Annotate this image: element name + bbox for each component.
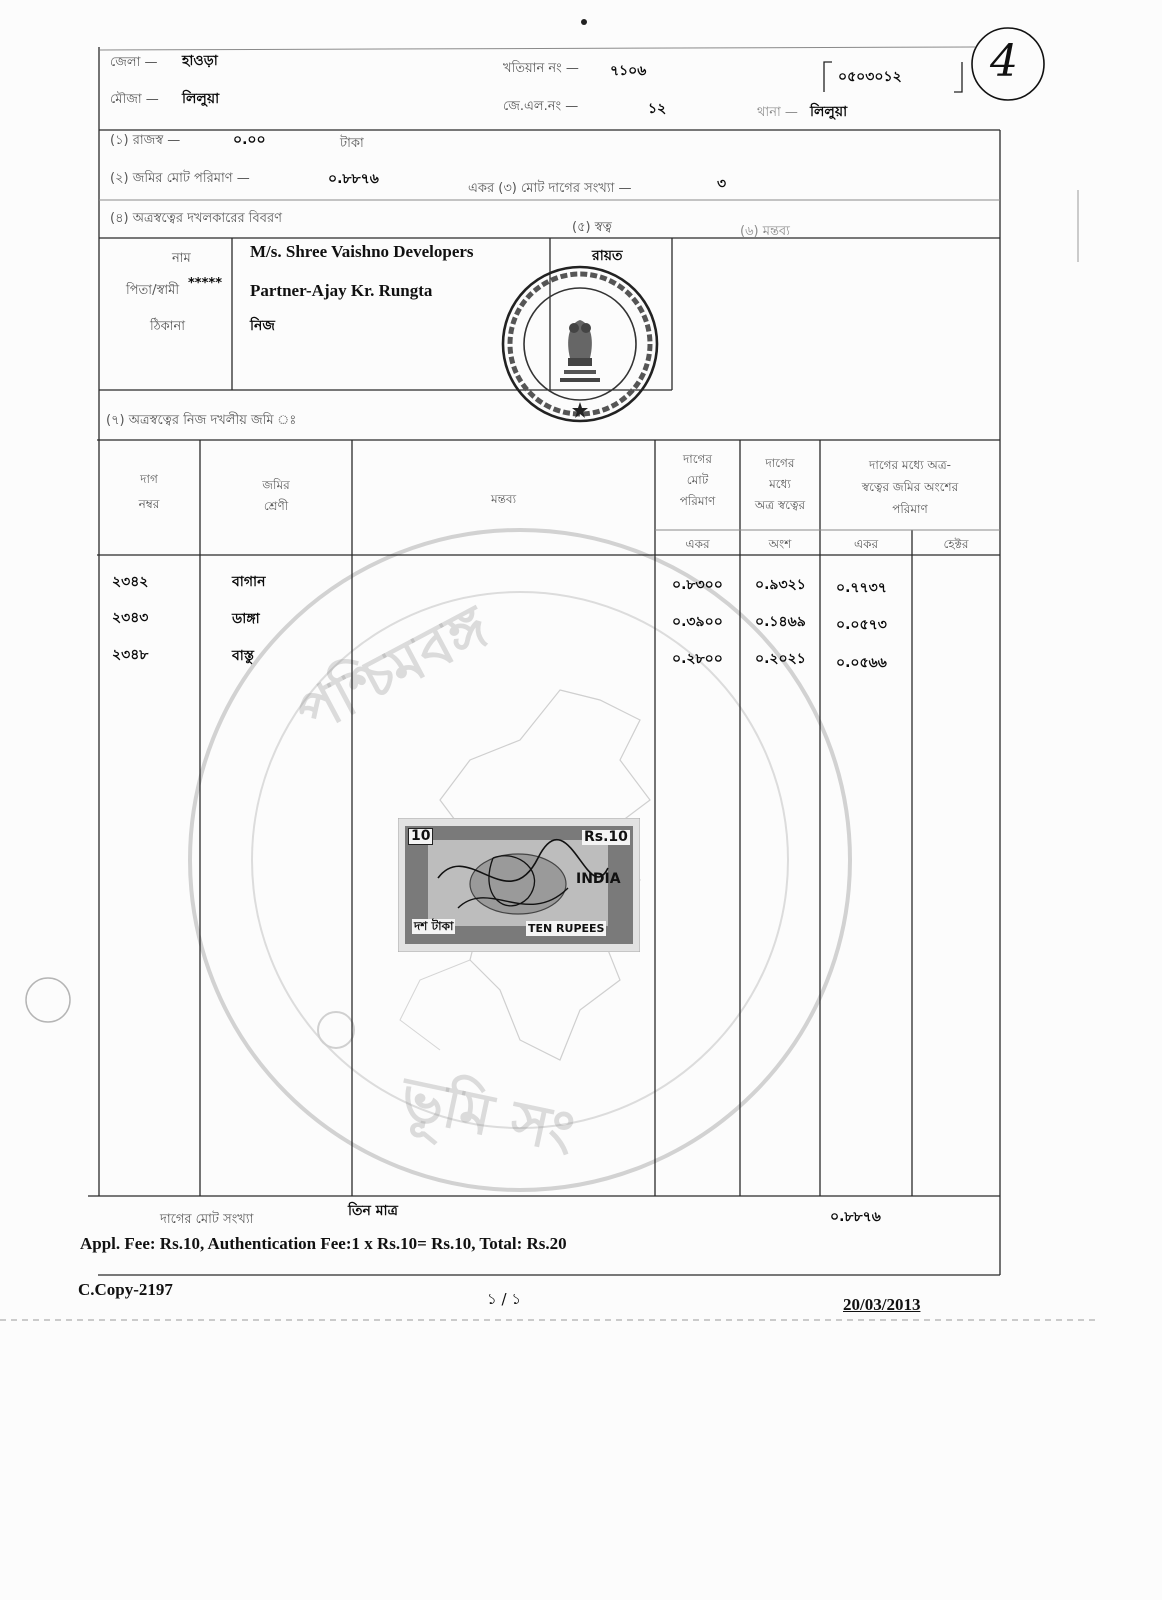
- table-row-share: ০.৯৩২১: [755, 577, 806, 593]
- khatian-value: ৭১০৬: [610, 63, 647, 79]
- district-label: জেলা —: [110, 55, 158, 70]
- code-box: ০৫০৩০১২: [838, 69, 902, 85]
- area-label: (২) জমির মোট পরিমাণ —: [110, 171, 250, 186]
- col-share-area-hectare: হেক্টর: [943, 537, 969, 551]
- table-row-plot: ২৩৪৩: [112, 610, 149, 626]
- background-seal-top-text: পশ্চিমবঙ্গ: [286, 591, 499, 749]
- stamp-country: INDIA: [576, 871, 621, 887]
- col-share-area-acre: একর: [853, 537, 879, 551]
- date: 20/03/2013: [843, 1295, 921, 1314]
- table-row-plot: ২৩৪৮: [112, 647, 149, 663]
- khatian-label: খতিয়ান নং —: [503, 61, 579, 76]
- owner-address: নিজ: [250, 318, 275, 334]
- mouza-label: মৌজা —: [110, 92, 159, 107]
- footer-total-acre: ০.৮৮৭৬: [830, 1209, 881, 1225]
- area-value: ০.৮৮৭৬: [328, 171, 379, 187]
- table-row-area: ০.৮৩০০: [672, 577, 723, 593]
- col-share-line2: মধ্যে: [769, 477, 791, 491]
- jl-value: ১২: [648, 101, 667, 117]
- table-row-class: ডাঙ্গা: [232, 611, 260, 627]
- revenue-label: (১) রাজস্ব —: [110, 133, 181, 148]
- right-value: রায়ত: [592, 248, 623, 264]
- table-row-acre: ০.৭৭৩৭: [836, 580, 887, 596]
- col-share-area-line3: পরিমাণ: [892, 502, 928, 516]
- table-row-share: ০.১৪৬৯: [755, 614, 806, 630]
- stamp-amount: Rs.10: [584, 829, 628, 845]
- revenue-unit: টাকা: [340, 136, 364, 151]
- col-share-line1: দাগের: [765, 456, 795, 470]
- thana-value: লিলুয়া: [810, 104, 848, 120]
- owner-partner: Partner-Ajay Kr. Rungta: [250, 281, 433, 300]
- owner-section-title: (৪) অত্রস্বত্বের দখলকারের বিবরণ: [110, 211, 282, 226]
- table-row-class: বাস্তু: [232, 648, 254, 664]
- col-share-unit: অংশ: [768, 537, 792, 551]
- official-seal-graphic: [498, 262, 662, 426]
- father-value: *****: [188, 276, 222, 291]
- col-plot-no-line1: দাগ: [140, 472, 158, 486]
- table-row-plot: ২৩৪২: [112, 574, 149, 590]
- revenue-value: ০.০০: [233, 132, 266, 148]
- col-share-area-line2: স্বত্বের জমির অংশের: [861, 480, 959, 494]
- mouza-value: লিলুয়া: [182, 91, 220, 107]
- col-total-area-line2: মোট: [686, 473, 709, 487]
- background-seal-bottom-text: ভূমি সং: [394, 1063, 581, 1167]
- stamp-value: 10: [408, 828, 433, 845]
- name-label: নাম: [172, 251, 191, 266]
- stamp-words: TEN RUPEES: [528, 922, 605, 935]
- col-total-area-line1: দাগের: [682, 452, 713, 466]
- footer-plots-words: তিন মাত্র: [348, 1203, 398, 1219]
- land-section-title: (৭) অত্রস্বত্বের নিজ দখলীয় জমি ঃ: [106, 413, 297, 428]
- table-row-area: ০.২৮০০: [672, 651, 723, 667]
- page-number: ১ / ১: [487, 1290, 522, 1308]
- col-remarks: মন্তব্য: [490, 492, 517, 506]
- stamp-bengali-words: দশ টাকা: [414, 919, 454, 933]
- col-share-area-line1: দাগের মধ্যে অত্র-: [869, 458, 951, 472]
- col-share-line3: অত্র স্বত্বের: [754, 498, 806, 512]
- table-row-acre: ০.০৫৬৬: [836, 655, 887, 671]
- col-total-area-line3: পরিমাণ: [679, 494, 716, 508]
- jl-label: জে.এল.নং —: [503, 99, 579, 114]
- copy-number: C.Copy-2197: [78, 1280, 173, 1299]
- remarks-title: (৬) মন্তব্য: [740, 224, 790, 239]
- table-row-area: ০.৩৯০০: [672, 614, 723, 630]
- revenue-stamp: [398, 818, 640, 952]
- table-row-class: বাগান: [232, 574, 266, 590]
- table-row-acre: ০.০৫৭৩: [836, 617, 887, 633]
- address-label: ঠিকানা: [150, 319, 186, 334]
- table-row-share: ০.২০২১: [755, 651, 806, 667]
- col-land-class-line2: শ্রেণী: [263, 499, 289, 513]
- footer-plots-label: দাগের মোট সংখ্যা: [160, 1212, 254, 1227]
- col-land-class-line1: জমির: [262, 478, 290, 492]
- district-value: হাওড়া: [182, 53, 218, 69]
- fees-line: Appl. Fee: Rs.10, Authentication Fee:1 x Rs.10= Rs.10, Total: Rs.20: [80, 1234, 567, 1253]
- plots-value: ৩: [717, 176, 727, 192]
- col-total-area-unit: একর: [685, 537, 710, 551]
- page-mark: 4: [990, 36, 1018, 87]
- plots-label: একর (৩) মোট দাগের সংখ্যা —: [468, 181, 632, 196]
- thana-label: থানা —: [757, 105, 798, 120]
- col-plot-no-line2: নম্বর: [138, 497, 160, 511]
- owner-name: M/s. Shree Vaishno Developers: [250, 242, 474, 261]
- father-label: পিতা/স্বামী: [126, 283, 180, 298]
- right-title: (৫) স্বত্ব: [572, 220, 612, 235]
